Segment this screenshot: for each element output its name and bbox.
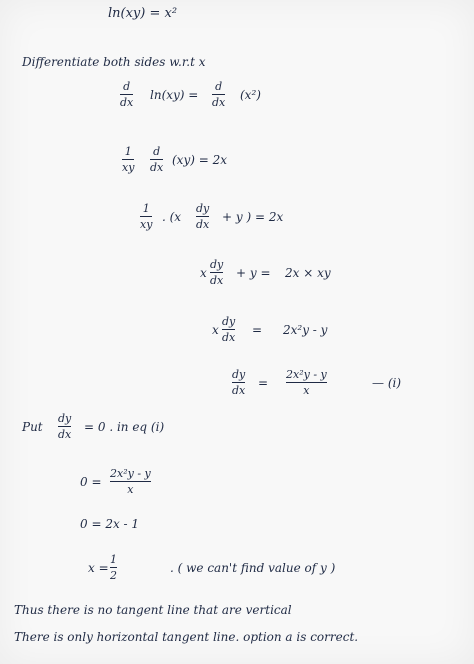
eq-plus-y: + y = [236, 266, 271, 280]
eq-equals: = [258, 376, 269, 390]
eq-0-equals-2x-minus-1: 0 = 2x - 1 [80, 517, 140, 531]
eq-xy-2x: (xy) = 2x [172, 153, 227, 167]
frac-den: dx [232, 384, 246, 397]
fraction-dy-dx [210, 258, 223, 287]
frac-num: dy [222, 315, 236, 328]
conclusion-horizontal-tangent: There is only horizontal tangent line. option a is correct. [14, 630, 359, 644]
frac-num: 1 [124, 145, 132, 158]
fraction-dy-dx [222, 315, 235, 344]
frac-den: xy [140, 218, 153, 231]
eq-x-squared: (x²) [240, 88, 261, 102]
text-put: Put [22, 420, 43, 434]
frac-den: dx [150, 161, 164, 174]
frac-den: dx [58, 428, 72, 441]
frac-num: d [123, 80, 131, 93]
frac-num: 1 [110, 553, 117, 566]
frac-num: 2x²y - y [110, 467, 151, 480]
eq-0-equals: 0 = [80, 475, 102, 489]
fraction-one-half [110, 553, 117, 582]
fraction-1-over-xy [122, 145, 134, 174]
eq-x-equals: x = [88, 561, 109, 575]
frac-den: xy [122, 161, 135, 174]
eq-x: x [200, 266, 207, 280]
eq-x: x [212, 323, 219, 337]
frac-den: 2 [110, 569, 117, 582]
fraction-d-dx [150, 145, 163, 174]
eq-equals: = [252, 323, 263, 337]
conclusion-no-vertical-tangent: Thus there is no tangent line that are vertical [14, 603, 292, 617]
frac-den: dx [222, 331, 236, 344]
frac-num: dy [210, 258, 224, 271]
eq-paren-x: . (x [162, 210, 182, 224]
eq-2x-times-xy: 2x × xy [285, 266, 331, 280]
instruction-differentiate: Differentiate both sides w.r.t x [22, 55, 206, 69]
frac-num: 2x²y - y [286, 368, 327, 381]
frac-num: 1 [142, 202, 150, 215]
frac-num: dy [58, 412, 72, 425]
fraction-dy-dx [232, 368, 245, 397]
eq-label-i: — (i) [372, 376, 402, 390]
frac-num: d [215, 80, 223, 93]
eq-2x2y-minus-y: 2x²y - y [283, 323, 328, 337]
fraction-d-dx-left [120, 80, 133, 109]
frac-den: dx [196, 218, 210, 231]
eq-ln-xy: ln(xy) = [150, 88, 199, 102]
frac-den: dx [212, 96, 226, 109]
text-cant-find-y: . ( we can't find value of y ) [170, 561, 336, 575]
frac-den: dx [210, 274, 224, 287]
text-equals-zero-in-eq: = 0 . in eq (i) [84, 420, 165, 434]
frac-num: d [153, 145, 161, 158]
frac-num: dy [232, 368, 246, 381]
fraction-result [286, 368, 327, 397]
fraction-2x2y-over-x [110, 467, 151, 496]
frac-num: dy [196, 202, 210, 215]
frac-den: dx [120, 96, 134, 109]
equation-given: ln(xy) = x² [108, 6, 178, 21]
fraction-dy-dx [58, 412, 71, 441]
frac-den: x [127, 483, 134, 496]
eq-plus-y-2x: + y ) = 2x [222, 210, 284, 224]
frac-den: x [303, 384, 310, 397]
fraction-1-over-xy [140, 202, 152, 231]
fraction-d-dx-right [212, 80, 225, 109]
fraction-dy-dx [196, 202, 209, 231]
